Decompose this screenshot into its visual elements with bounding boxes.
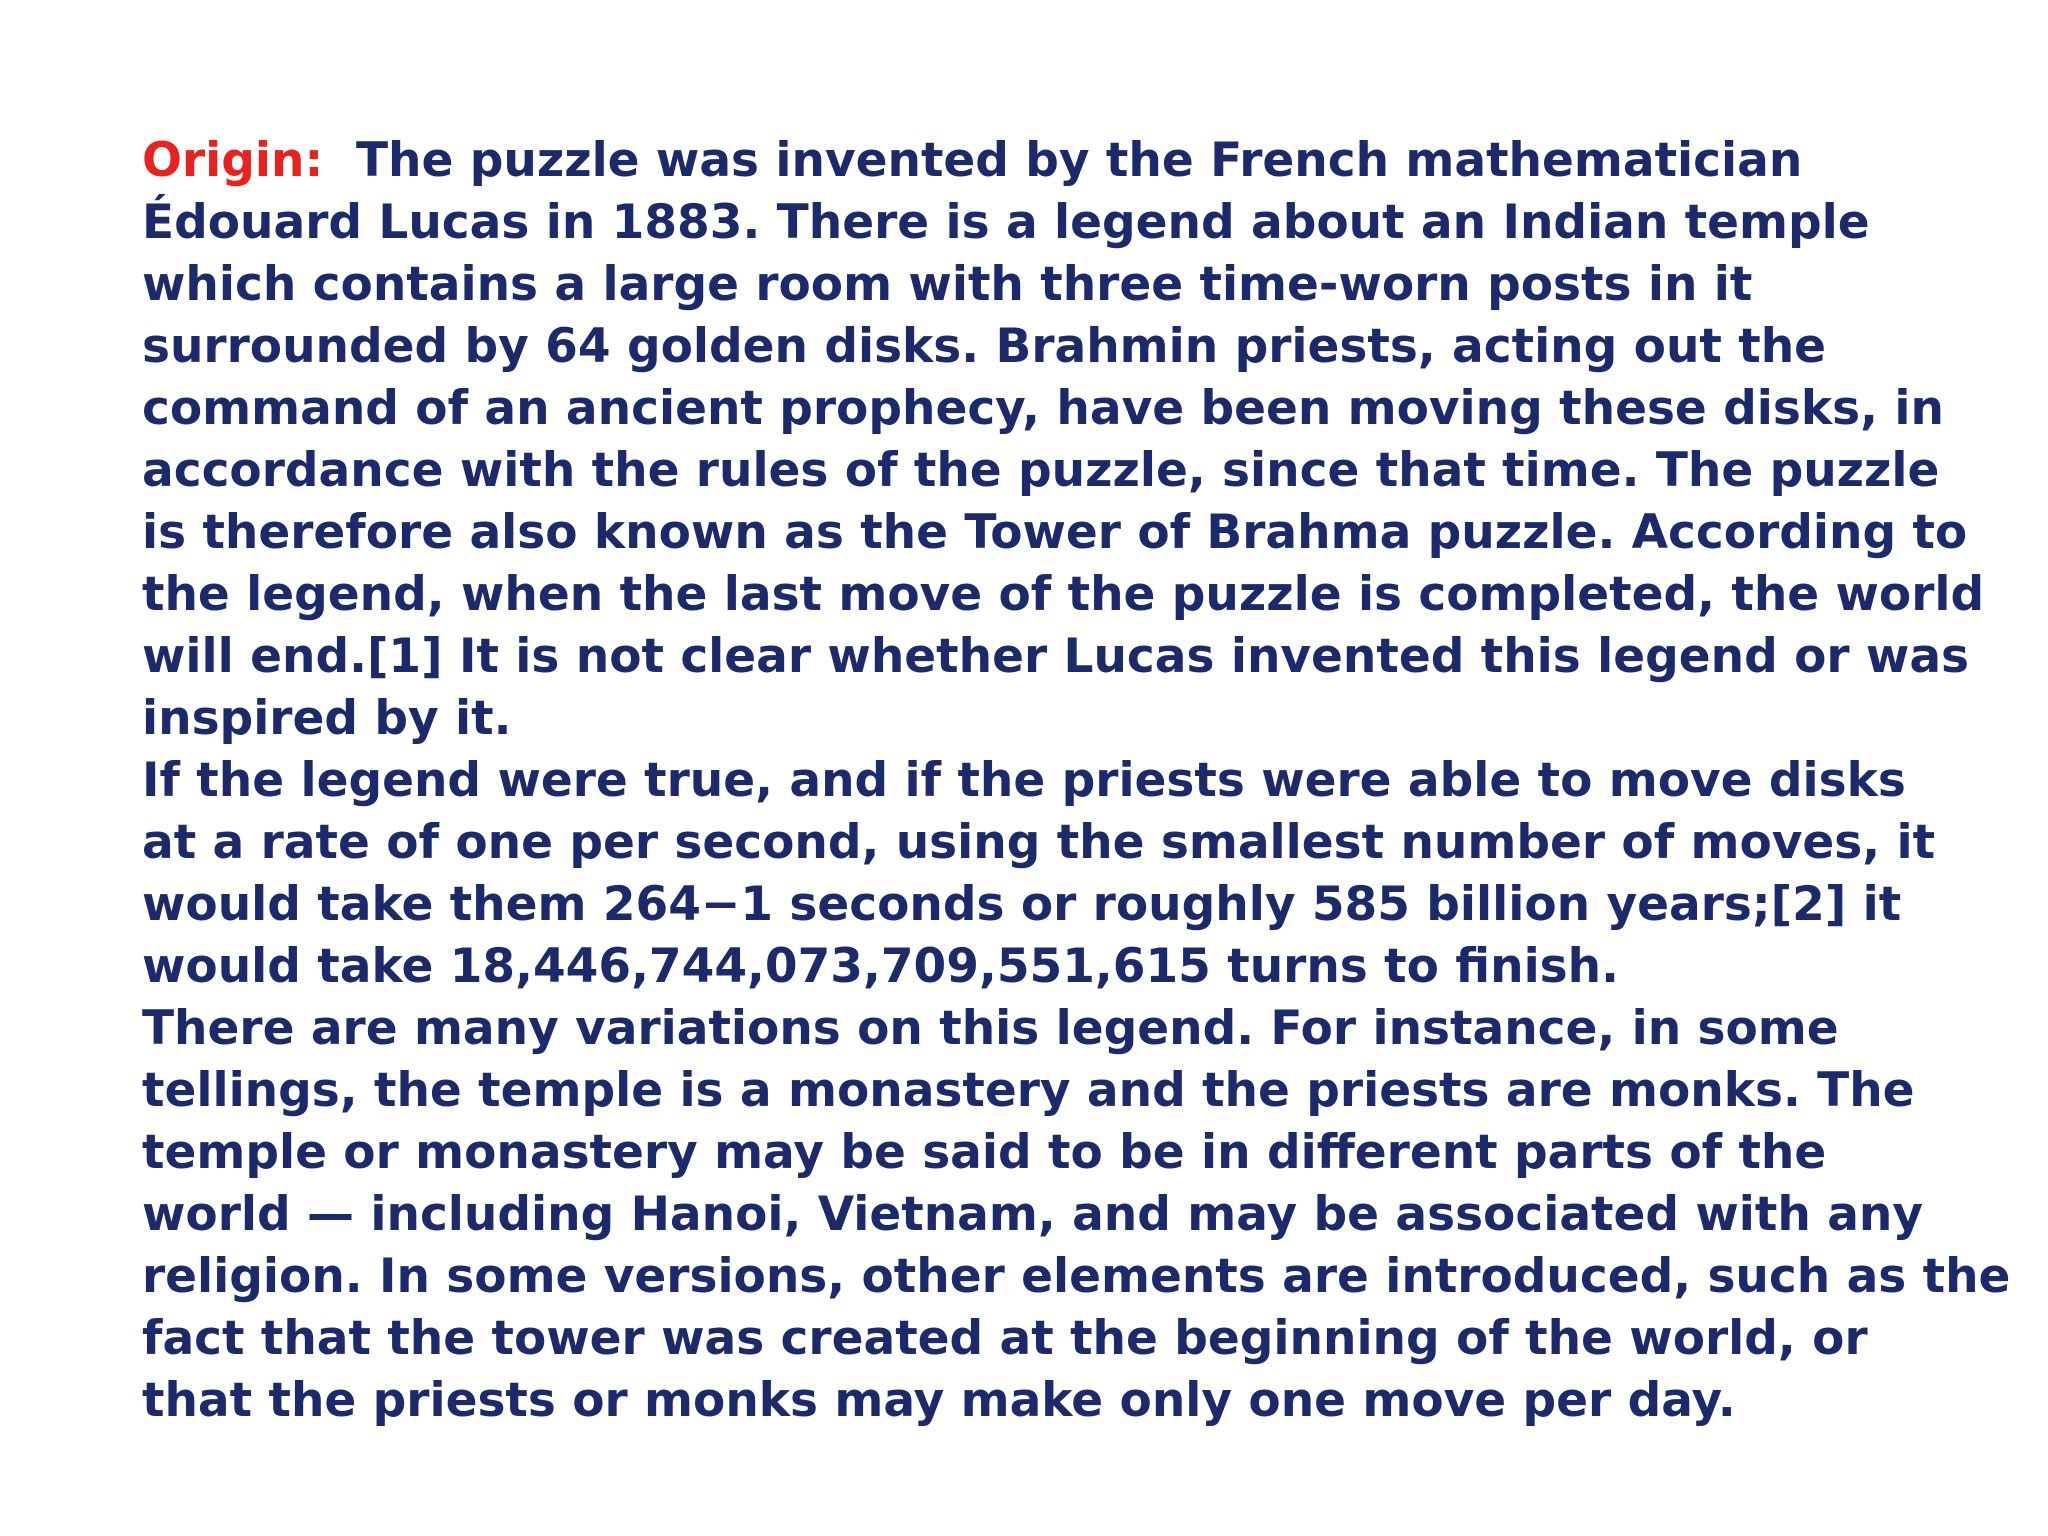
text-line-18: world — including Hanoi, Vietnam, and may be associated with any (142, 1187, 1924, 1242)
text-line-4: surrounded by 64 golden disks. Brahmin priests, acting out the (142, 319, 1827, 374)
text-line-15: There are many variations on this legend. For instance, in some (142, 1001, 1839, 1056)
text-line-3: which contains a large room with three time-worn posts in it (142, 257, 1753, 312)
text-line-8: the legend, when the last move of the puzzle is completed, the world (142, 567, 1985, 622)
text-line-2: Édouard Lucas in 1883. There is a legend about an Indian temple (142, 195, 1870, 250)
text-line-1 (142, 130, 1962, 192)
text-line-6: accordance with the rules of the puzzle, since that time. The puzzle (142, 443, 1940, 498)
text-line-13: would take them 264−1 seconds or roughly 585 billion years;[2] it (142, 877, 1902, 932)
text-line-19: religion. In some versions, other elements are introduced, such as the (142, 1249, 2011, 1304)
text-line-20: fact that the tower was created at the beginning of the world, or (142, 1311, 1868, 1366)
text-line-21: that the priests or monks may make only one move per day. (142, 1373, 1736, 1428)
text-line-9: will end.[1] It is not clear whether Lucas invented this legend or was (142, 629, 1970, 684)
body-text (142, 130, 2011, 1432)
text-line-14: would take 18,446,744,073,709,551,615 turns to finish. (142, 939, 1619, 994)
text-line-1-content: The puzzle was invented by the French mathematician (356, 133, 1803, 188)
text-line-12: at a rate of one per second, using the smallest number of moves, it (142, 815, 1936, 870)
text-line-11: If the legend were true, and if the priests were able to move disks (142, 753, 1906, 808)
text-line-5: command of an ancient prophecy, have been moving these disks, in (142, 381, 1944, 436)
text-line-7: is therefore also known as the Tower of Brahma puzzle. According to (142, 505, 1968, 560)
text-line-16: tellings, the temple is a monastery and the priests are monks. The (142, 1063, 1915, 1118)
text-line-10: inspired by it. (142, 691, 512, 746)
text-line-17: temple or monastery may be said to be in different parts of the (142, 1125, 1827, 1180)
origin-label: Origin: (142, 133, 324, 188)
